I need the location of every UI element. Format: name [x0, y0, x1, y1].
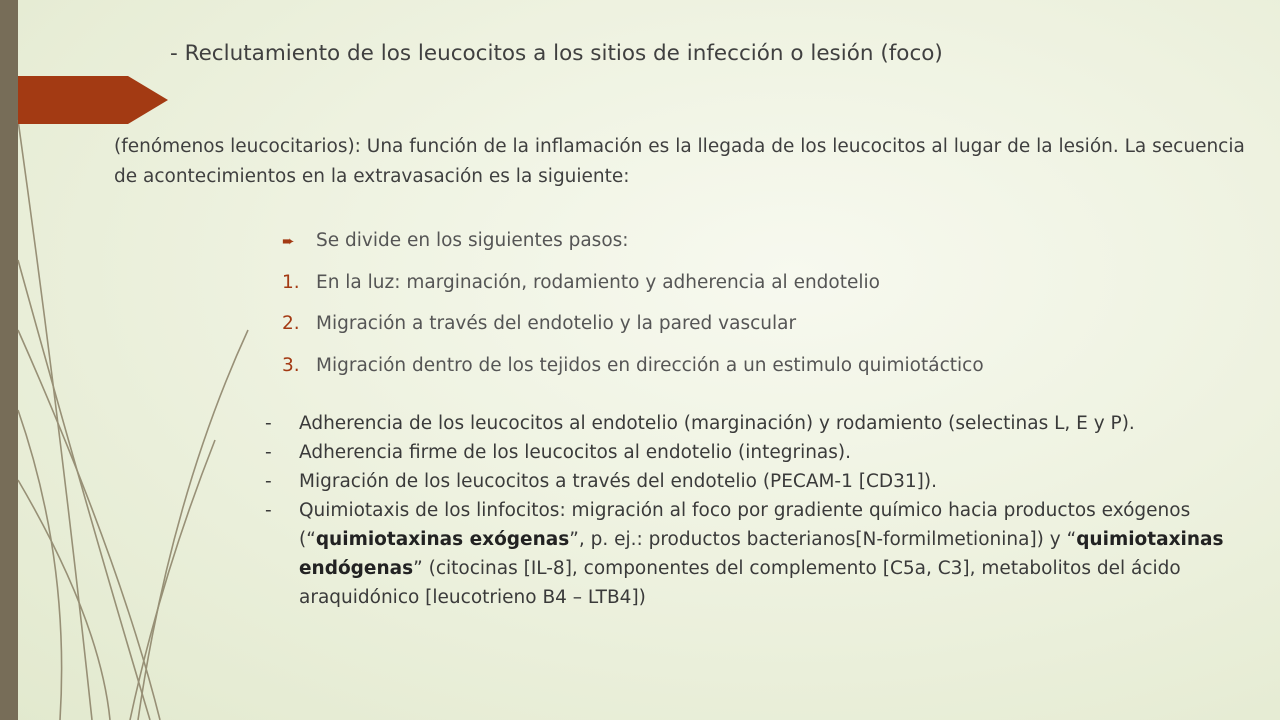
detail-text-part: ” (citocinas [IL-8], componentes del complemento [C5a, C3], metabolitos del ácido araquidónico [leucotrieno B4 – LTB4]): [299, 558, 1181, 608]
dash-bullet: -: [265, 413, 272, 434]
step-number: 1.: [282, 271, 300, 293]
step-item: [282, 272, 1242, 314]
detail-list: [263, 409, 1258, 612]
intro-paragraph: (fenómenos leucocitarios): Una función de la inflamación es la llegada de los leucocitos al lugar de la lesión. La secuencia de acontecimientos en la extravasación es la siguiente:: [114, 136, 1245, 187]
bold-term-exogenous: quimiotaxinas exógenas: [315, 529, 570, 550]
dash-bullet: -: [265, 471, 272, 492]
steps-list: [282, 230, 1242, 396]
step-item: [282, 355, 1242, 397]
detail-text: Adherencia de los leucocitos al endotelio (marginación) y rodamiento (selectinas L, E y P).: [299, 413, 1135, 434]
step-text: En la luz: marginación, rodamiento y adherencia al endotelio: [316, 271, 880, 293]
detail-text-part: ”, p. ej.: productos bacterianos[N-formilmetionina]) y “: [569, 529, 1077, 550]
arrow-bullet-icon: ➨: [282, 232, 295, 250]
step-number: 3.: [282, 354, 300, 376]
detail-text: Migración de los leucocitos a través del endotelio (PECAM-1 [CD31]).: [299, 471, 937, 492]
detail-text: Adherencia firme de los leucocitos al endotelio (integrinas).: [299, 442, 852, 463]
step-text: Migración a través del endotelio y la pared vascular: [316, 313, 797, 334]
steps-header-text: Se divide en los siguientes pasos:: [316, 230, 629, 251]
dash-bullet: -: [265, 442, 272, 463]
step-number: 2.: [282, 313, 300, 334]
step-text: Migración dentro de los tejidos en dirección a un estimulo quimiotáctico: [316, 354, 984, 376]
detail-item: [263, 438, 1258, 467]
detail-item: [263, 496, 1258, 612]
slide-title: - Reclutamiento de los leucocitos a los sitios de infección o lesión (foco): [170, 41, 943, 66]
bold-term-endogenous: quimiotaxinas endógenas: [299, 529, 1224, 579]
detail-item: [263, 409, 1258, 438]
detail-text-part: Quimiotaxis de los linfocitos: migración al foco por gradiente químico hacia productos exógenos (“: [299, 500, 1191, 550]
detail-item: [263, 467, 1258, 496]
step-item: [282, 313, 1242, 355]
steps-header: [282, 230, 1242, 272]
detail-text: [299, 496, 1258, 612]
dash-bullet: -: [265, 500, 272, 521]
